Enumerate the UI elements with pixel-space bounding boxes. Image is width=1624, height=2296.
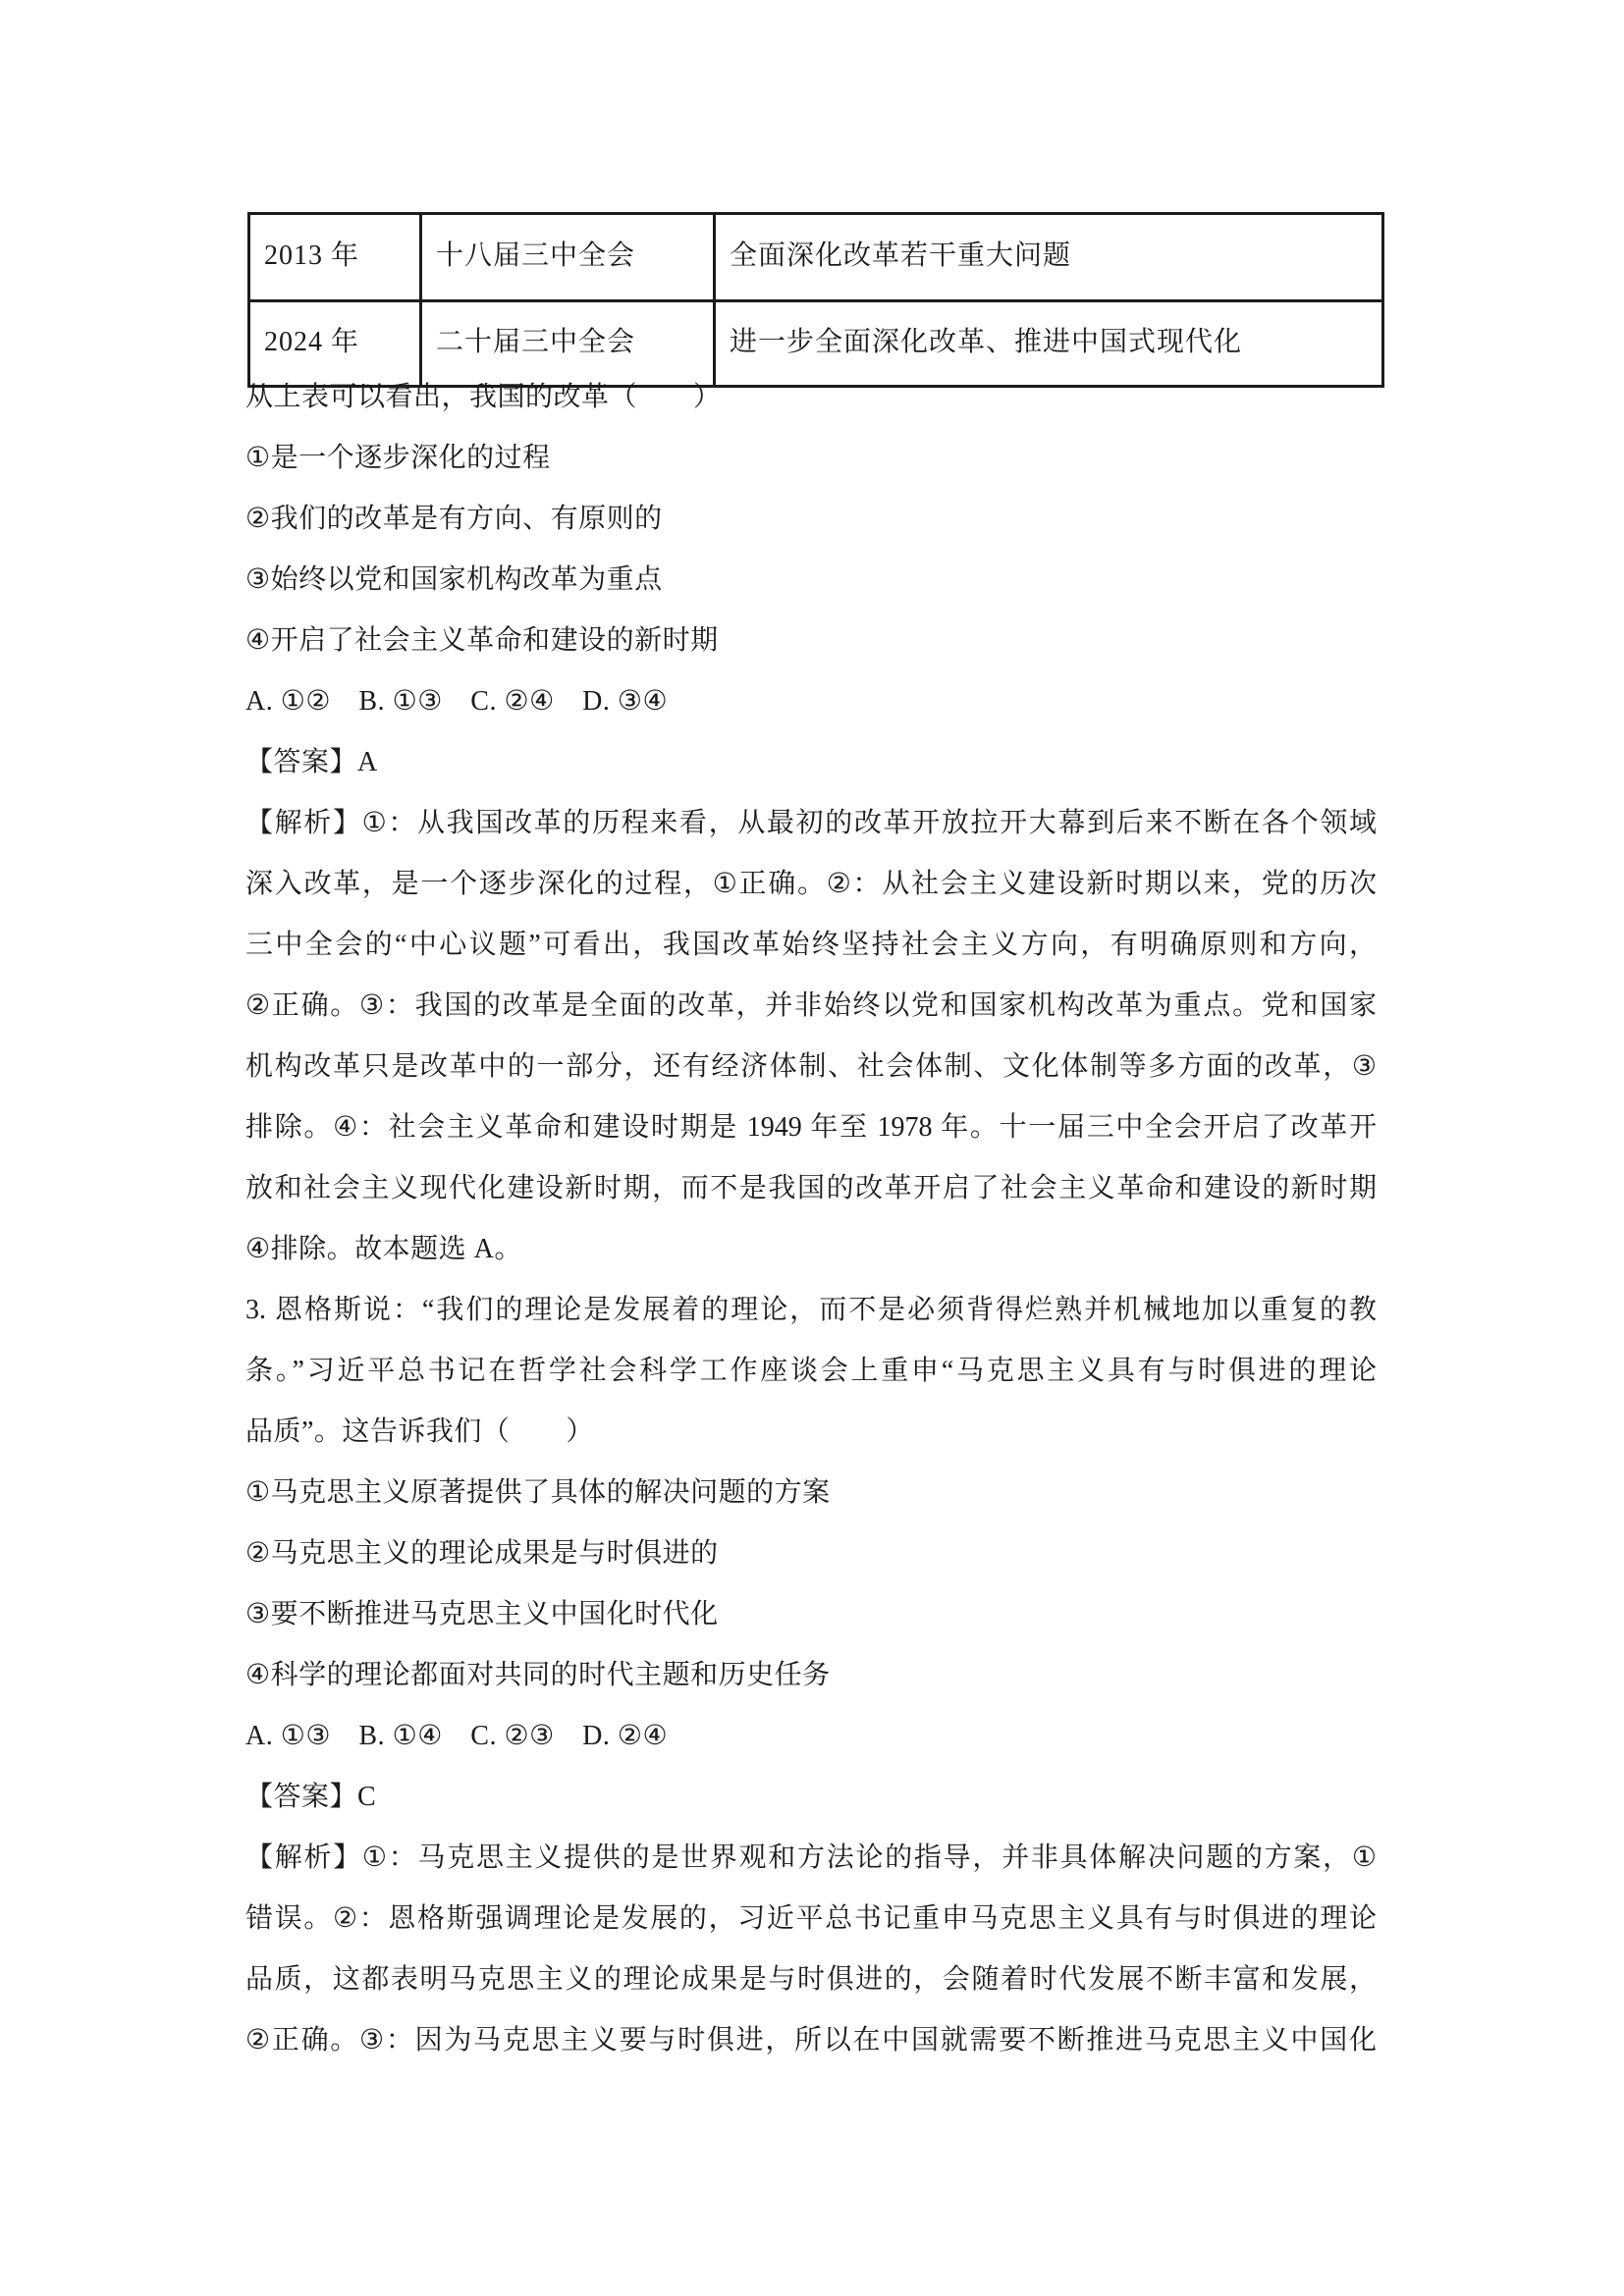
- question-3-stem-line-1: 3. 恩格斯说：“我们的理论是发展着的理论，而不是必须背得烂熟并机械地加以重复的教: [245, 1295, 1377, 1325]
- question-3-choices: A. ①③ B. ①④ C. ②③ D. ②④: [245, 1721, 669, 1751]
- question-2-analysis-line-1: 【解析】①：从我国改革的历程来看，从最初的改革开放拉开大幕到后来不断在各个领域: [245, 808, 1377, 838]
- table-row: [249, 214, 1383, 301]
- question-2-analysis-line-5: 机构改革只是改革中的一部分，还有经济体制、社会体制、文化体制等多方面的改革，③: [245, 1051, 1377, 1082]
- question-2-statement-2: ②我们的改革是有方向、有原则的: [245, 504, 663, 534]
- question-3-answer: 【答案】C: [245, 1782, 377, 1812]
- table-cell: 全面深化改革若干重大问题: [715, 214, 1383, 301]
- question-2-analysis-line-2: 深入改革，是一个逐步深化的过程，①正确。②：从社会主义建设新时期以来，党的历次: [245, 869, 1377, 899]
- question-2-stem: 从上表可以看出，我国的改革（ ）: [245, 382, 722, 412]
- table-cell: 2024 年: [249, 301, 421, 387]
- question-2-analysis-line-7: 放和社会主义现代化建设新时期，而不是我国的改革开启了社会主义革命和建设的新时期: [245, 1173, 1377, 1203]
- question-3-analysis-line-4: ②正确。③：因为马克思主义要与时俱进，所以在中国就需要不断推进马克思主义中国化: [245, 2025, 1377, 2056]
- question-3-statement-3: ③要不断推进马克思主义中国化时代化: [245, 1599, 719, 1629]
- party-plenum-reform-table: [247, 212, 1384, 388]
- question-3-analysis-line-2: 错误。②：恩格斯强调理论是发展的，习近平总书记重申马克思主义具有与时俱进的理论: [245, 1903, 1377, 1934]
- question-2-analysis-line-8: ④排除。故本题选 A。: [245, 1234, 522, 1264]
- question-3-analysis-line-3: 品质，这都表明马克思主义的理论成果是与时俱进的，会随着时代发展不断丰富和发展，: [245, 1964, 1377, 1995]
- question-2-analysis-line-6: 排除。④：社会主义革命和建设时期是 1949 年至 1978 年。十一届三中全会开启了改革开: [245, 1112, 1377, 1143]
- question-3-analysis-line-1: 【解析】①：马克思主义提供的是世界观和方法论的指导，并非具体解决问题的方案，①: [245, 1842, 1377, 1873]
- table-cell: 十八届三中全会: [421, 214, 715, 301]
- question-3-statement-4: ④科学的理论都面对共同的时代主题和历史任务: [245, 1660, 831, 1690]
- question-2-analysis-line-3: 三中全会的“中心议题”可看出，我国改革始终坚持社会主义方向，有明确原则和方向，: [245, 930, 1377, 960]
- table-cell: 进一步全面深化改革、推进中国式现代化: [715, 301, 1383, 387]
- question-2-statement-3: ③始终以党和国家机构改革为重点: [245, 564, 663, 595]
- question-2-statement-4: ④开启了社会主义革命和建设的新时期: [245, 625, 719, 656]
- question-2-statement-1: ①是一个逐步深化的过程: [245, 443, 551, 473]
- question-2-choices: A. ①② B. ①③ C. ②④ D. ③④: [245, 686, 669, 717]
- question-3-statement-1: ①马克思主义原著提供了具体的解决问题的方案: [245, 1477, 831, 1508]
- document-text: [245, 367, 1377, 2071]
- question-3-stem-line-2: 条。”习近平总书记在哲学社会科学工作座谈会上重申“马克思主义具有与时俱进的理论: [245, 1356, 1377, 1386]
- table-cell: 二十届三中全会: [421, 301, 715, 387]
- table-cell: 2013 年: [249, 214, 421, 301]
- question-2-analysis-line-4: ②正确。③：我国的改革是全面的改革，并非始终以党和国家机构改革为重点。党和国家: [245, 990, 1377, 1021]
- question-2-answer: 【答案】A: [245, 747, 378, 777]
- question-3-stem-line-3: 品质”。这告诉我们（ ）: [245, 1416, 594, 1447]
- question-3-statement-2: ②马克思主义的理论成果是与时俱进的: [245, 1538, 719, 1569]
